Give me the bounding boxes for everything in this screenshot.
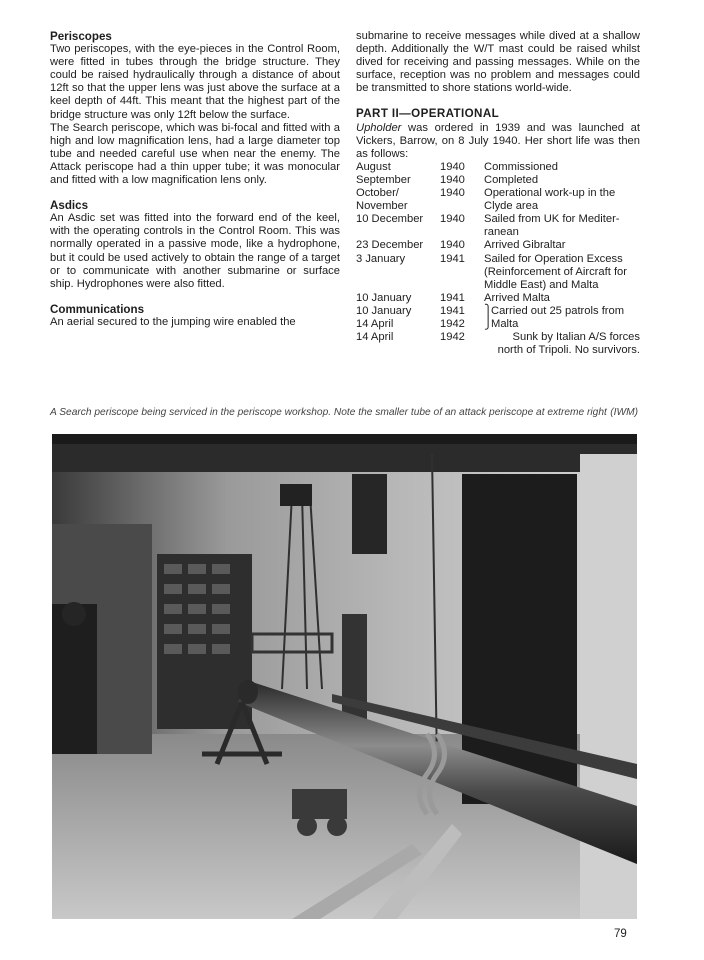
photo-caption — [50, 407, 638, 419]
history-year: 1940 — [440, 239, 465, 252]
history-event: Sailed for Operation Excess (Reinforcement of Aircraft for Middle East) and Malta — [484, 252, 628, 291]
photo-credit: (IWM) — [610, 407, 638, 418]
history-row — [356, 161, 640, 174]
periscopes-heading: Periscopes — [50, 30, 112, 43]
history-event: Operational work-up in the Clyde area — [484, 187, 616, 213]
history-row — [356, 305, 640, 318]
right-column — [356, 30, 640, 357]
part-two-heading: PART II—OPERATIONAL — [356, 107, 500, 121]
history-year: 1940 — [440, 213, 465, 226]
history-date: September — [356, 173, 411, 186]
history-event: Arrived Malta — [484, 291, 550, 304]
workshop-photo-illustration — [52, 434, 637, 919]
history-row — [356, 239, 640, 252]
history-event: Completed — [484, 173, 539, 186]
left-column — [50, 30, 340, 329]
history-year: 1940 — [440, 173, 465, 186]
history-date: 14 April — [356, 317, 394, 330]
operational-intro — [356, 122, 640, 161]
history-year: 1941 — [440, 291, 465, 304]
history-year: 1941 — [440, 304, 465, 317]
periscope-workshop-photo — [52, 434, 637, 919]
history-date: October/ November — [356, 187, 408, 213]
history-row — [356, 187, 640, 213]
communications-heading: Communications — [50, 302, 145, 316]
communications-continued: submarine to receive messages while dived at a shallow depth. Additionally the W/T mast could be raised whilst dived for receiving and passing messages. While on the surface, reception was no problem and messages could be transmitted to shore stations world-wide. — [356, 30, 640, 95]
history-date: 10 January — [356, 291, 412, 304]
history-table — [356, 161, 640, 357]
history-event-text: Carried out 25 patrols from — [491, 304, 625, 317]
history-date: 23 December — [356, 239, 424, 252]
history-event-text: Malta — [491, 317, 519, 330]
history-date: 10 January — [356, 304, 412, 317]
brace-bottom-mark: ⎭ — [484, 317, 493, 330]
page-number: 79 — [614, 928, 627, 940]
asdics-paragraph: An Asdic set was fitted into the forward end of the keel, with the operating controls in the Control Room. This was normally operated in a passive mode, like a hydrophone, but it could be used actively to obtain the range of a target or to communicate with another submarine or surface ship. Hydrophones were also fitted. — [50, 212, 340, 290]
history-row — [356, 318, 640, 331]
history-event — [484, 305, 640, 318]
history-event: Commissioned — [484, 160, 558, 173]
history-year: 1941 — [440, 252, 465, 265]
history-row — [356, 174, 640, 187]
history-event: Sailed from UK for Mediter-ranean — [484, 213, 620, 239]
brace-top-mark: ⎫ — [484, 304, 493, 317]
communications-paragraph: An aerial secured to the jumping wire enabled the — [50, 315, 296, 328]
history-row — [356, 292, 640, 305]
history-event: Sunk by Italian A/S forces north of Tripoli. No survivors. — [497, 331, 640, 357]
ship-name: Upholder — [356, 121, 402, 134]
history-date: August — [356, 160, 391, 173]
history-year: 1942 — [440, 331, 465, 344]
history-date: 14 April — [356, 331, 394, 344]
caption-text: A Search periscope being serviced in the periscope workshop. Note the smaller tube of an attack periscope at extreme right — [50, 407, 607, 418]
history-event — [484, 318, 640, 331]
asdics-heading: Asdics — [50, 199, 89, 213]
history-year: 1942 — [440, 317, 465, 330]
history-year: 1940 — [440, 160, 465, 173]
history-row — [356, 213, 640, 239]
history-date: 3 January — [356, 252, 406, 265]
history-row — [356, 253, 640, 292]
operational-intro-text: was ordered in 1939 and was launched at Vickers, Barrow, on 8 July 1940. Her short life was then as follows: — [356, 121, 640, 160]
history-row — [356, 331, 640, 357]
periscopes-paragraph-1: Two periscopes, with the eye-pieces in the Control Room, were fitted in tubes through the bridge structure. They could be raised hydraulically through a distance of about 12ft so that the upper lens was just above the surface at a keel depth of 44ft. This meant that the highest part of the bridge structure was only 12ft below the surface. — [50, 43, 340, 121]
history-date: 10 December — [356, 213, 424, 226]
history-event: Arrived Gibraltar — [484, 239, 566, 252]
periscopes-paragraph-2: The Search periscope, which was bi-focal and fitted with a high and low magnification lens, had a large diameter top tube and needed careful use when near the enemy. The Attack periscope had a thin upper tube; it was monocular and fitted with a low magnification lens only. — [50, 121, 340, 187]
history-year: 1940 — [440, 187, 465, 200]
